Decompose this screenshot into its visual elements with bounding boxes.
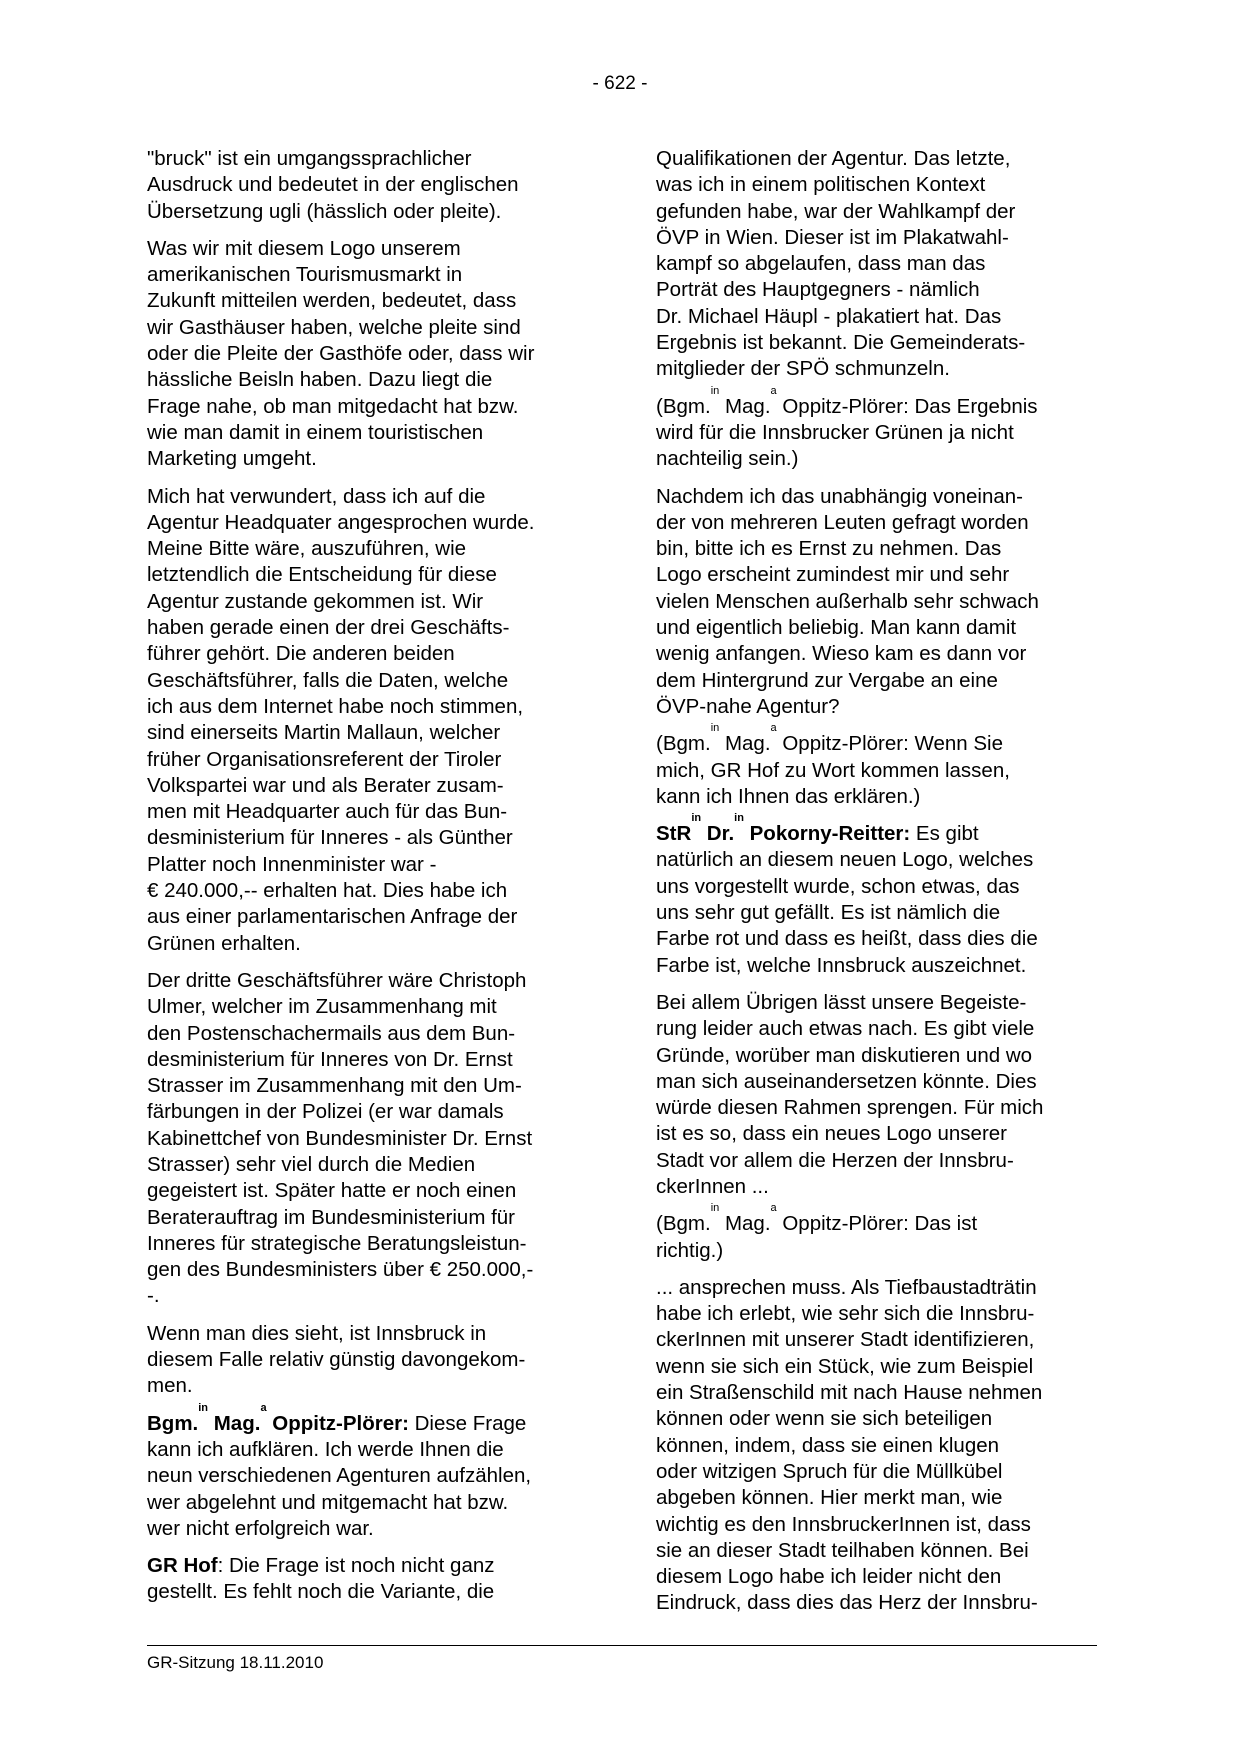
page-number: - 622 - [592, 73, 648, 94]
superscript: in [710, 384, 720, 397]
interjection [656, 1202, 1098, 1264]
paragraph: Qualifikationen der Agentur. Das letzte, was ich in einem politischen Kontext gefunden habe, war der Wahlkampf der ÖVP in Wien. Dieser ist im Plakatwahl- kampf so abgelaufen, dass man das Porträt des Hauptgegners - nämlich Dr. Michael Häupl - plakatiert hat. Das Ergebnis ist bekannt. Die Gemeinderats- mitglieder der SPÖ schmunzeln. [656, 147, 1026, 381]
speech-paragraph [147, 1401, 597, 1542]
superscript: in [710, 722, 720, 735]
interjection-text: Oppitz-Plörer: Das Ergebnis wird für die Innsbrucker Grünen ja nicht nachteilig sein.) [656, 394, 1038, 471]
speech-paragraph [656, 812, 1098, 979]
superscript: in [710, 1202, 720, 1215]
footer-divider [147, 1645, 1097, 1646]
superscript: in [734, 812, 744, 825]
paragraph: Was wir mit diesem Logo unserem amerikanischen Tourismusmarkt in Zukunft mitteilen werden, bedeutet, dass wir Gasthäuser haben, welche pleite sind oder die Pleite der Gasthöfe oder, dass wir hässliche Beisln haben. Dazu liegt die Frage nahe, ob man mitgedacht hat bzw. wie man damit in einem touristischen Marketing umgeht. [147, 236, 535, 471]
interjection-text: Oppitz-Plörer: Das ist richtig.) [656, 1212, 978, 1262]
speaker-title: Bgm. [147, 1411, 199, 1435]
paragraph: "bruck" ist ein umgangssprachlicher Ausdruck und bedeutet in der englischen Übersetzung ugli (hässlich oder pleite). [147, 147, 519, 223]
right-column [656, 146, 1098, 1628]
speaker-name [656, 812, 911, 846]
speech-text: Diese Frage kann ich aufklären. Ich werde Ihnen die neun verschiedenen Agenturen aufzählen, wer abgelehnt und mitgemacht hat bzw. wer nicht erfolgreich war. [147, 1411, 532, 1540]
speech-text: : Die Frage ist noch nicht ganz gestellt. Es fehlt noch die Variante, die [147, 1554, 495, 1604]
interjection-text: (Bgm. [656, 1212, 711, 1236]
paragraph: Nachdem ich das unabhängig voneinan- der von mehreren Leuten gefragt worden bin, bitte ich es Ernst zu nehmen. Das Logo erscheint zumindest mir und sehr vielen Menschen außerhalb sehr schwach und eigentlich beliebig. Man kann damit wenig anfangen. Wieso kam es dann vor dem Hintergrund zur Vergabe an eine ÖVP-nahe Agentur? [656, 484, 1039, 718]
interjection-text: Mag. [719, 732, 771, 756]
paragraph: ... ansprechen muss. Als Tiefbaustadträtin habe ich erlebt, wie sehr sich die Innsbru- ckerInnen mit unserer Stadt identifizieren, wenn sie sich ein Stück, wie zum Beispiel ein Straßenschild mit nach Hause nehmen können oder wenn sie sich beteiligen können, indem, dass sie einen klugen oder witzigen Spruch für die Müllkübel abgeben können. Hier merkt man, wie wichtig es den InnsbruckerInnen ist, dass sie an dieser Stadt teilhaben können. Bei diesem Logo habe ich leider nicht den Eindruck, dass dies das Herz der Innsbru- [656, 1275, 1043, 1615]
speaker-title: Mag. [208, 1411, 261, 1435]
superscript: in [198, 1401, 209, 1414]
interjection [656, 384, 1098, 473]
interjection-text: (Bgm. [656, 394, 711, 418]
speaker-title: StR [656, 822, 692, 846]
superscript: a [770, 722, 777, 735]
speech-paragraph [147, 1553, 597, 1606]
superscript: a [770, 384, 777, 397]
superscript: a [260, 1401, 267, 1414]
paragraph: Bei allem Übrigen lässt unsere Begeiste- rung leider auch etwas nach. Es gibt viele Gründe, worüber man diskutieren und wo man sich auseinandersetzen könnte. Dies würde diesen Rahmen sprengen. Für mich ist es so, dass ein neues Logo unserer Stadt vor allem die Herzen der Innsbru- ckerInnen ... [656, 990, 1044, 1198]
superscript: in [691, 812, 702, 825]
speaker-title: Dr. [701, 822, 735, 846]
superscript: a [770, 1202, 777, 1215]
interjection-text: Mag. [719, 1212, 771, 1236]
paragraph: Der dritte Geschäftsführer wäre Christoph Ulmer, welcher im Zusammenhang mit den Postenschachermails aus dem Bun- desministerium für Inneres von Dr. Ernst Strasser im Zusammenhang mit den Um- färbungen in der Polizei (er war damals Kabinettchef von Bundesminister Dr. Ernst Strasser) sehr viel durch die Medien gegeistert ist. Später hatte er noch einen Beraterauftrag im Bundesministerium für Inneres für strategische Beratungsleistun- gen des Bundesministers über € 250.000,- -. [147, 968, 534, 1308]
interjection [656, 722, 1098, 810]
interjection-text: Mag. [719, 394, 771, 418]
speaker-surname: Pokorny-Reitter: [743, 822, 911, 846]
speaker-name [147, 1401, 409, 1435]
speech-text: Es gibt natürlich an diesem neuen Logo, welches uns vorgestellt wurde, schon etwas, das uns sehr gut gefällt. Es ist nämlich die Farbe rot und dass es heißt, dass dies die Farbe ist, welche Innsbruck auszeichnet. [656, 822, 1038, 977]
left-column [147, 146, 597, 1617]
speaker-name: GR Hof [147, 1554, 218, 1578]
paragraph: Mich hat verwundert, dass ich auf die Agentur Headquater angesprochen wurde. Meine Bitte wäre, auszuführen, wie letztendlich die Entscheidung für diese Agentur zustande gekommen ist. Wir haben gerade einen der drei Geschäfts- führer gehört. Die anderen beiden Geschäftsführer, falls die Daten, welche ich aus dem Internet habe noch stimmen, sind einerseits Martin Mallaun, welcher früher Organisationsreferent der Tiroler Volkspartei war und als Berater zusam- men mit Headquarter auch für das Bun- desministerium für Inneres - als Günther Platter noch Innenminister war - € 240.000,-- erhalten hat. Dies habe ich aus einer parlamentarischen Anfrage der Grünen erhalten. [147, 484, 535, 955]
interjection-text: (Bgm. [656, 732, 711, 756]
paragraph: Wenn man dies sieht, ist Innsbruck in diesem Falle relativ günstig davongekom- men. [147, 1321, 526, 1398]
interjection-text: Oppitz-Plörer: Wenn Sie mich, GR Hof zu Wort kommen lassen, kann ich Ihnen das erklären.) [656, 732, 1010, 808]
speaker-surname: Oppitz-Plörer: [266, 1411, 409, 1435]
footer-text: GR-Sitzung 18.11.2010 [147, 1653, 324, 1672]
